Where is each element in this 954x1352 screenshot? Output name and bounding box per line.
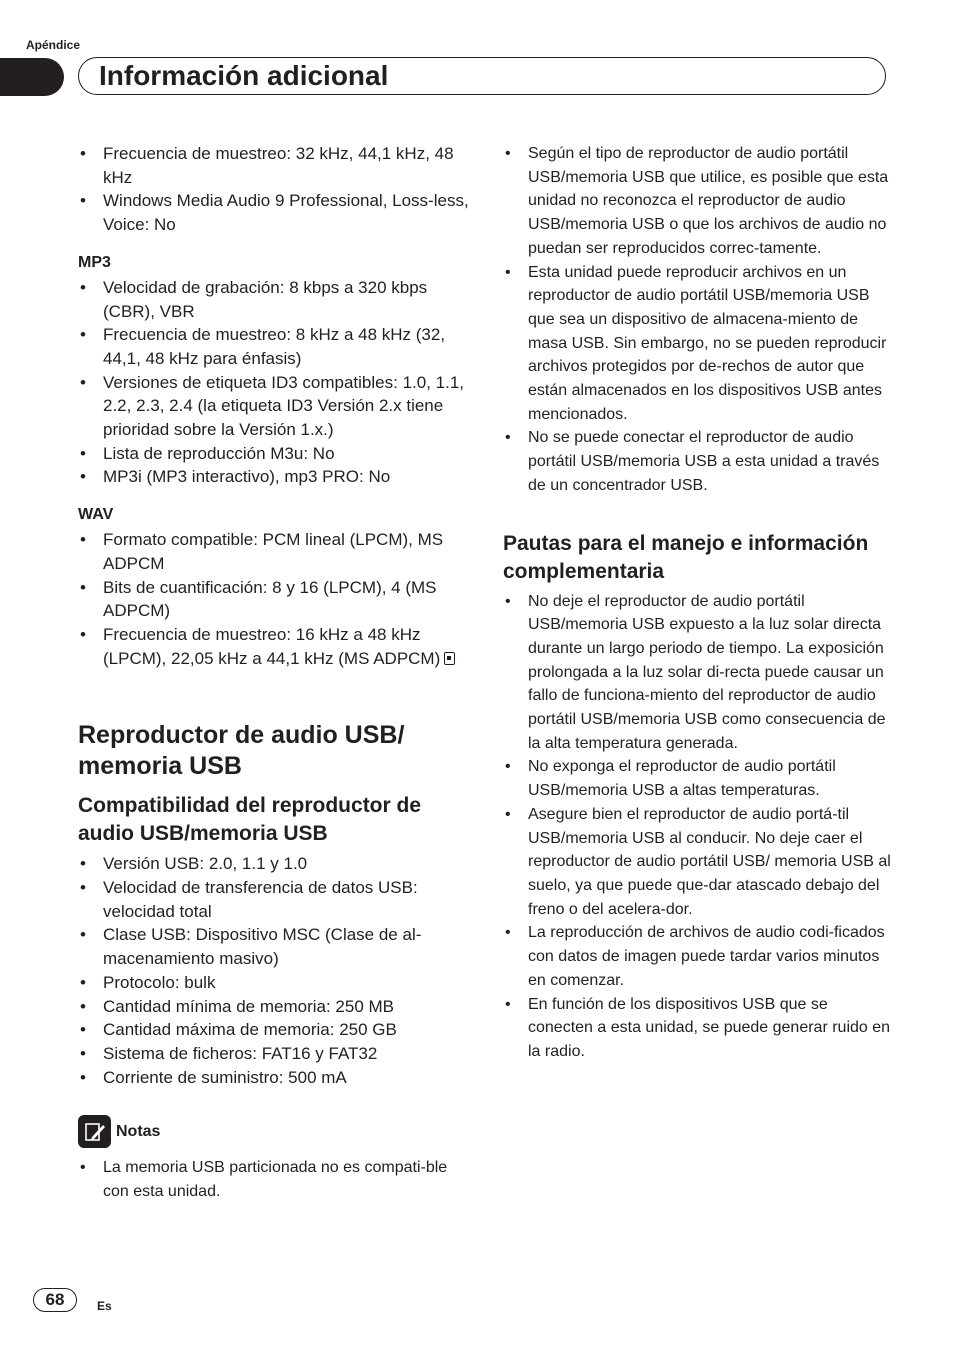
list-item: • En función de los dispositivos USB que se conecten a esta unidad, se puede generar ruido en la radio. (503, 993, 895, 1064)
pencil-note-icon (78, 1115, 111, 1148)
guidelines-subtitle: Pautas para el manejo e información complementaria (503, 531, 869, 583)
list-item: • Corriente de suministro: 500 mA (78, 1066, 470, 1090)
usb-bullet-list (78, 852, 470, 1089)
section-label: Apéndice (26, 38, 81, 52)
list-item: • No se puede conectar el reproductor de audio portátil USB/memoria USB a esta unidad a través de un concentrador USB. (503, 426, 895, 497)
left-column (78, 142, 470, 1204)
list-item: • Frecuencia de muestreo: 32 kHz, 44,1 kHz, 48 kHz (78, 142, 470, 189)
notes-title: Notas (116, 1122, 161, 1140)
list-item: • Asegure bien el reproductor de audio portá-til USB/memoria USB al conducir. No deje caer el reproductor de audio portátil USB/ memoria USB al suelo, ya que puede que-dar atascado debajo del freno o del acelera-dor. (503, 803, 895, 922)
usb-compat-subtitle: Compatibilidad del reproductor de audio USB/memoria USB (78, 794, 422, 846)
list-item: • Velocidad de grabación: 8 kbps a 320 kbps (CBR), VBR (78, 276, 470, 323)
wav-heading: WAV (78, 506, 114, 524)
list-item: • La reproducción de archivos de audio codi-ficados con datos de imagen puede tardar varios minutos en comenzar. (503, 921, 895, 992)
mp3-bullet-list (78, 276, 470, 489)
list-item (78, 623, 470, 670)
list-item: • Velocidad de transferencia de datos USB: velocidad total (78, 876, 470, 923)
list-item-text: Frecuencia de muestreo: 16 kHz a 48 kHz (LPCM), 22,05 kHz a 44,1 kHz (MS ADPCM) (103, 624, 441, 668)
list-item: • Versiones de etiqueta ID3 compatibles: 1.0, 1.1, 2.2, 2.3, 2.4 (la etiqueta ID3 Versión 2.x tiene prioridad sobre la Versión 1.x.) (78, 371, 470, 442)
list-item: • Protocolo: bulk (78, 971, 470, 995)
list-item: • Versión USB: 2.0, 1.1 y 1.0 (78, 852, 470, 876)
list-item: • Esta unidad puede reproducir archivos en un reproductor de audio portátil USB/memoria USB que sea un dispositivo de almacena-miento de masa USB. Sin embargo, no se pueden reproducir archivos protegidos por de-rechos de autor que están almacenados en los dispositivos USB antes mencionados. (503, 261, 895, 427)
top-bullet-list (503, 142, 895, 498)
list-item: • La memoria USB particionada no es compati-ble con esta unidad. (78, 1156, 470, 1203)
right-column (503, 142, 895, 1064)
notes-bullet-list (78, 1156, 470, 1203)
end-of-section-icon (444, 652, 455, 665)
notes-header (78, 1115, 470, 1148)
top-bullet-list (78, 142, 470, 237)
list-item: • Bits de cuantificación: 8 y 16 (LPCM), 4 (MS ADPCM) (78, 576, 470, 623)
page-title: Información adicional (78, 57, 886, 95)
list-item: • Según el tipo de reproductor de audio portátil USB/memoria USB que utilice, es posible que esta unidad no reconozca el reproductor de audio USB/memoria USB o que los archivos de audio no puedan ser reproducidos correc-tamente. (503, 142, 895, 261)
list-item: • No deje el reproductor de audio portátil USB/memoria USB expuesto a la luz solar directa durante un largo periodo de tiempo. La exposición prolongada a la luz solar di-recta puede causar un fallo de funciona-miento del reproductor de audio portátil USB/memoria USB como consecuencia de la alta temperatura generada. (503, 590, 895, 756)
list-item: • Lista de reproducción M3u: No (78, 442, 470, 466)
list-item: • Formato compatible: PCM lineal (LPCM), MS ADPCM (78, 528, 470, 575)
guidelines-bullet-list (503, 590, 895, 1064)
list-item: • Windows Media Audio 9 Professional, Loss-less, Voice: No (78, 189, 470, 236)
wav-bullet-list (78, 528, 470, 670)
list-item: • Cantidad mínima de memoria: 250 MB (78, 995, 470, 1019)
list-item: • Sistema de ficheros: FAT16 y FAT32 (78, 1042, 470, 1066)
page-number: 68 (33, 1288, 77, 1312)
mp3-heading: MP3 (78, 253, 111, 271)
list-item: • Frecuencia de muestreo: 8 kHz a 48 kHz (32, 44,1, 48 kHz para énfasis) (78, 323, 470, 370)
list-item: • MP3i (MP3 interactivo), mp3 PRO: No (78, 465, 470, 489)
language-code: Es (97, 1299, 112, 1313)
list-item: • Cantidad máxima de memoria: 250 GB (78, 1018, 470, 1042)
usb-section-title: Reproductor de audio USB/ memoria USB (78, 721, 405, 781)
black-tab (0, 58, 64, 96)
list-item: • Clase USB: Dispositivo MSC (Clase de al-macenamiento masivo) (78, 923, 470, 970)
list-item: • No exponga el reproductor de audio portátil USB/memoria USB a altas temperaturas. (503, 755, 895, 802)
